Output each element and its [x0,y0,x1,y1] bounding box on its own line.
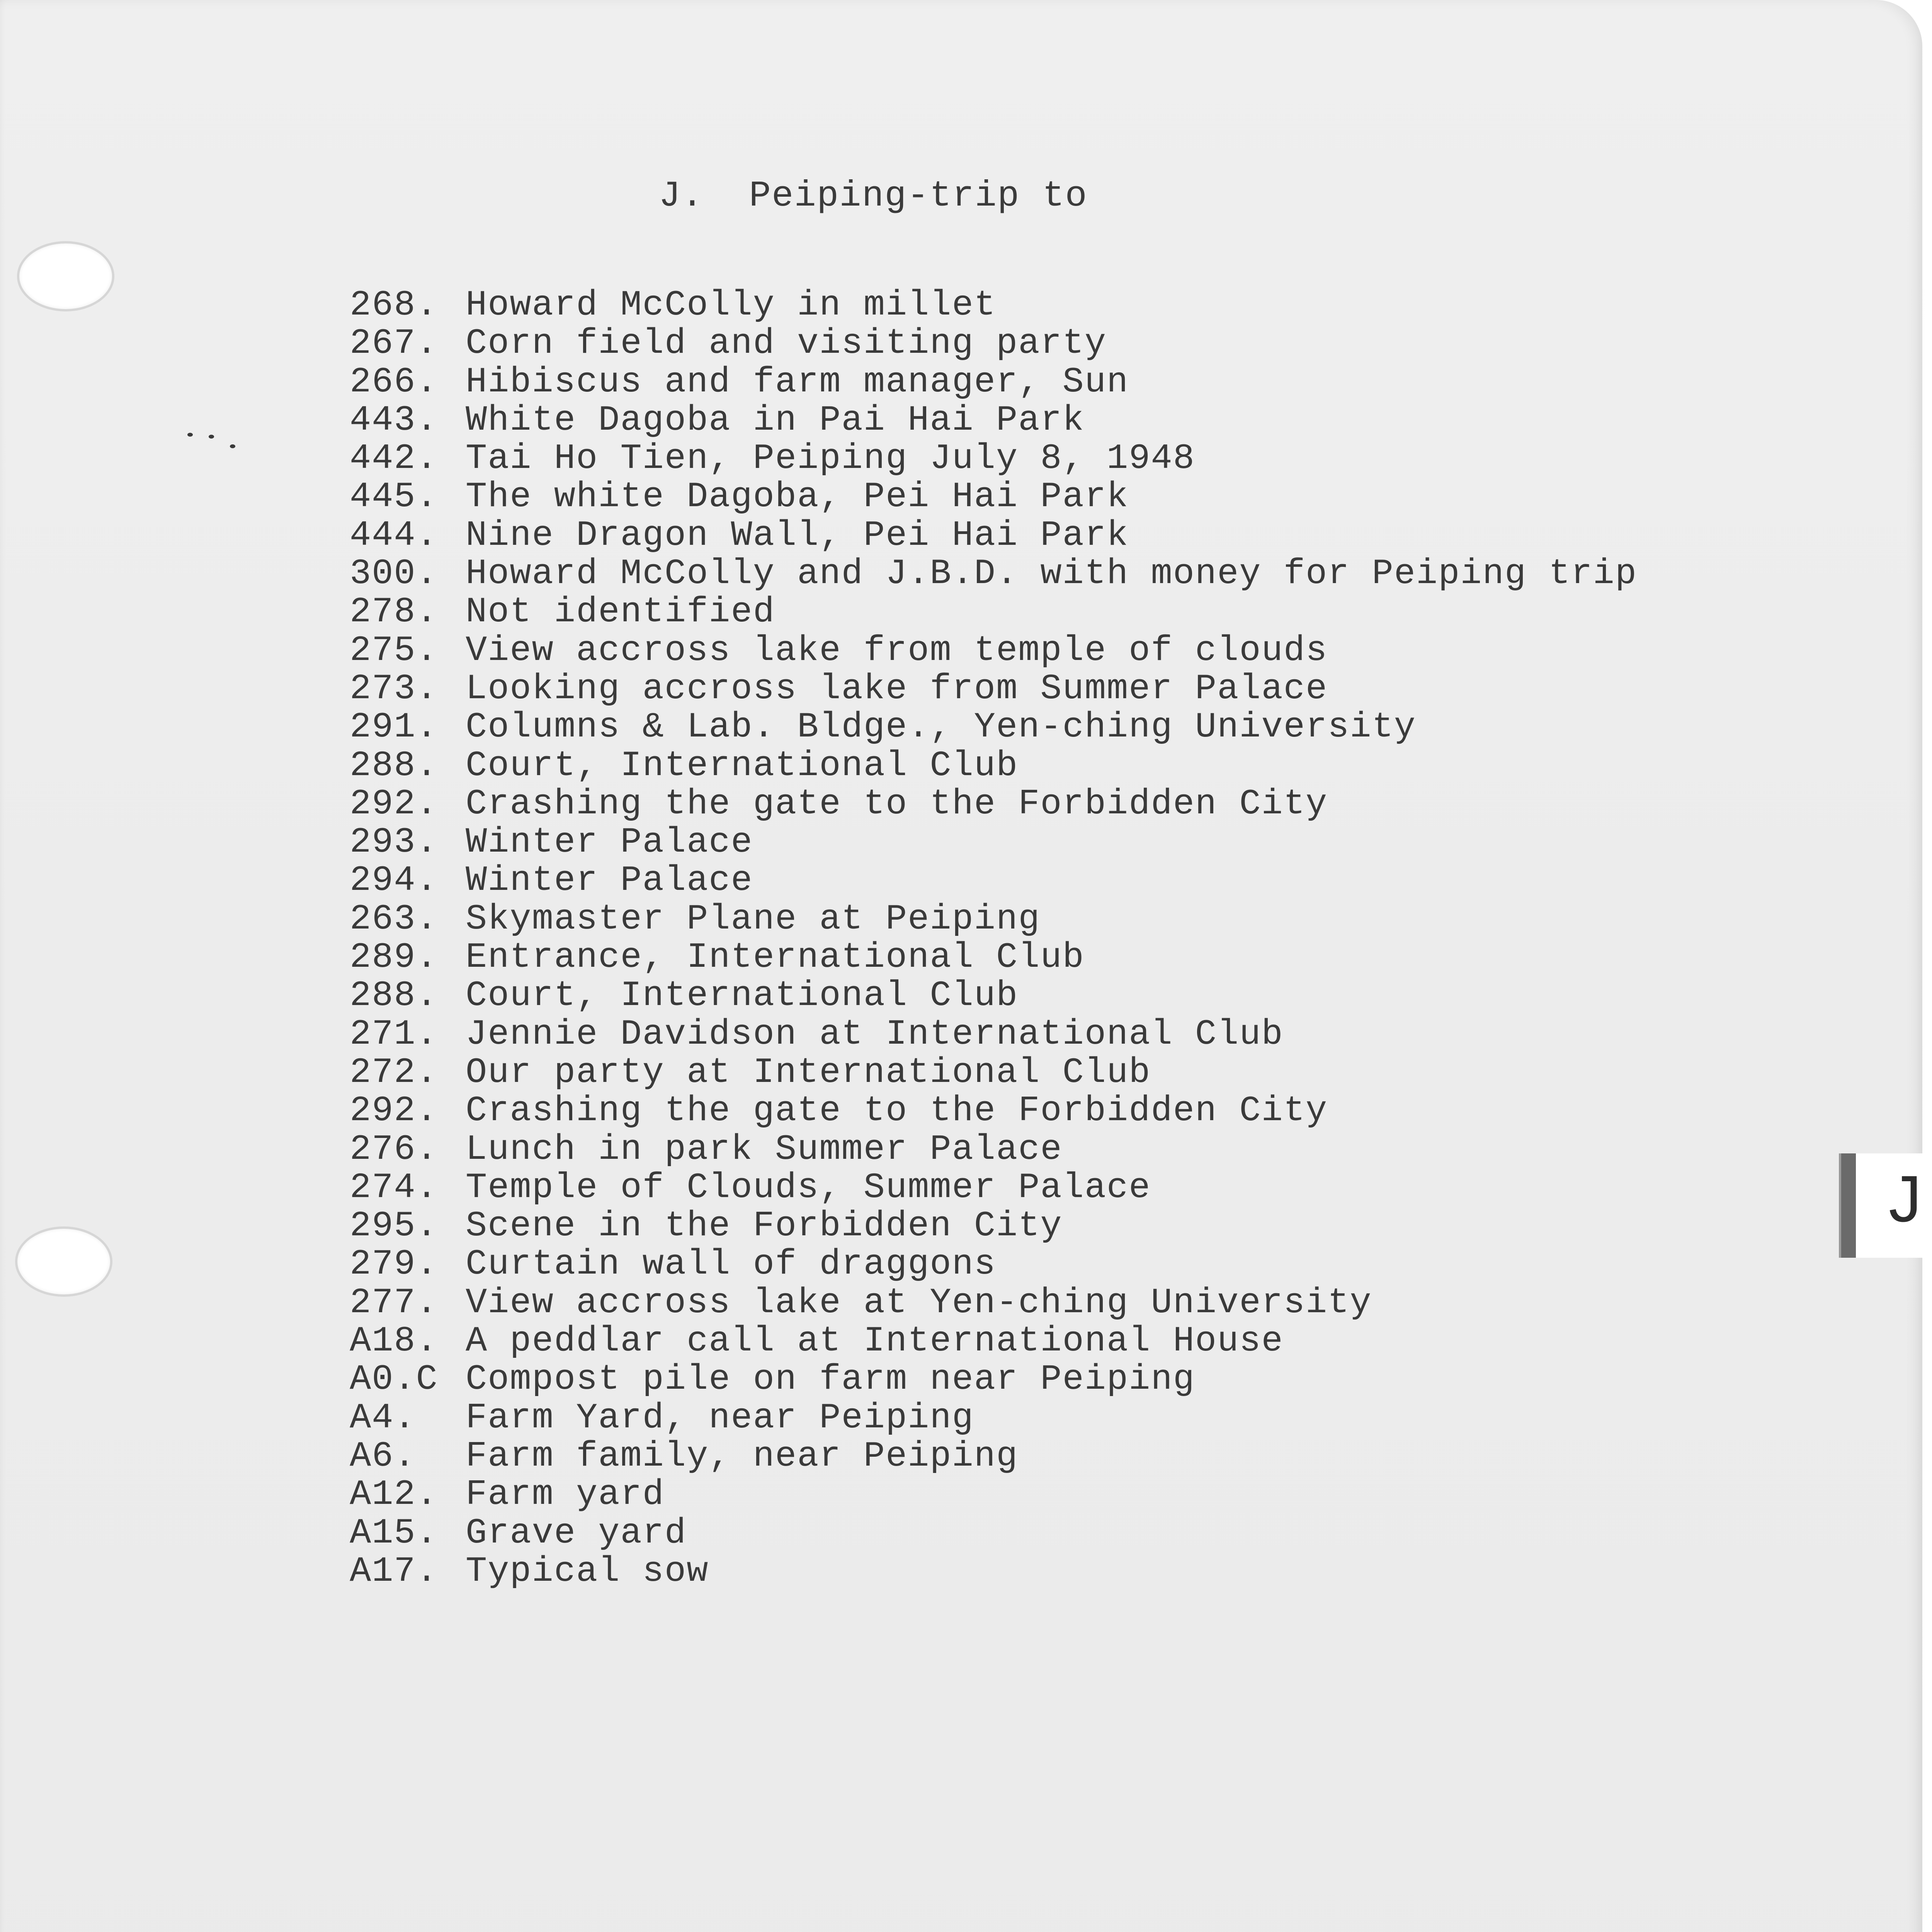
item-caption: Lunch in park Summer Palace [466,1129,1063,1170]
list-item [350,1168,1637,1207]
list-item [350,1245,1637,1283]
item-number: 289. [350,937,438,978]
list-item [350,938,1637,976]
list-item [350,363,1637,401]
ink-speck [230,444,235,448]
item-number: A4. [350,1397,416,1438]
list-item [350,1130,1637,1168]
item-caption: View accross lake at Yen-ching University [466,1282,1372,1323]
list-item [350,324,1637,362]
item-number: A0.C [350,1359,438,1400]
list-item [350,439,1637,478]
list-item [350,286,1637,324]
item-number: A18. [350,1321,438,1362]
item-caption: White Dagoba in Pai Hai Park [466,400,1085,440]
item-caption: Scene in the Forbidden City [466,1206,1063,1247]
item-caption: A peddlar call at International House [466,1321,1284,1362]
item-number: 272. [350,1052,438,1093]
item-caption: Howard McColly and J.B.D. with money for Peiping trip [466,553,1638,594]
item-caption: View accross lake from temple of clouds [466,630,1328,671]
item-number: 268. [350,285,438,325]
list-item [350,976,1637,1015]
list-item [350,1399,1637,1437]
item-number: 271. [350,1014,438,1054]
list-item [350,708,1637,746]
item-number: 444. [350,515,438,556]
item-number: 295. [350,1206,438,1247]
item-number: 292. [350,1090,438,1131]
list-item [350,785,1637,823]
item-caption: Looking accross lake from Summer Palace [466,668,1328,709]
list-item [350,593,1637,631]
item-number: A17. [350,1551,438,1592]
page-title: J. Peiping-trip to [659,176,1088,217]
item-caption: Hibiscus and farm manager, Sun [466,361,1129,402]
item-number: 300. [350,553,438,594]
item-number: 443. [350,400,438,440]
list-item [350,1552,1637,1590]
item-number: 274. [350,1167,438,1208]
item-caption: The white Dagoba, Pei Hai Park [466,476,1129,517]
punch-hole-top [19,243,112,309]
item-caption: Crashing the gate to the Forbidden City [466,1090,1328,1131]
item-number: 277. [350,1282,438,1323]
ink-speck [209,435,214,439]
item-number: 293. [350,822,438,863]
item-caption: Columns & Lab. Bldge., Yen-ching University [466,707,1416,748]
list-item [350,1360,1637,1398]
list-item [350,1475,1637,1514]
item-number: 273. [350,668,438,709]
item-number: 266. [350,361,438,402]
item-caption: Winter Palace [466,860,753,901]
item-number: 288. [350,745,438,786]
list-item [350,1322,1637,1360]
item-caption: Not identified [466,592,775,633]
index-tab [1841,1153,1932,1258]
item-caption: Jennie Davidson at International Club [466,1014,1284,1054]
list-item [350,670,1637,708]
item-caption: Farm family, near Peiping [466,1435,1019,1476]
item-number: 292. [350,783,438,824]
item-caption: Court, International Club [466,975,1019,1016]
item-caption: Skymaster Plane at Peiping [466,898,1041,939]
list-item [350,900,1637,938]
list-item [350,478,1637,516]
item-caption: Farm yard [466,1474,665,1515]
list-item [350,1053,1637,1092]
item-number: 442. [350,438,438,479]
item-caption: Compost pile on farm near Peiping [466,1359,1195,1400]
item-caption: Corn field and visiting party [466,323,1107,364]
list-item [350,823,1637,861]
list-item [350,747,1637,785]
item-caption: Nine Dragon Wall, Pei Hai Park [466,515,1129,556]
list-item [350,516,1637,554]
item-caption: Entrance, International Club [466,937,1085,978]
item-caption: Our party at International Club [466,1052,1151,1093]
item-number: 291. [350,707,438,748]
ink-speck [187,433,193,437]
item-caption: Grave yard [466,1512,687,1553]
list-item [350,861,1637,900]
list-item [350,631,1637,670]
item-caption: Crashing the gate to the Forbidden City [466,783,1328,824]
list-item [350,1514,1637,1552]
list-item [350,1015,1637,1053]
list-item [350,401,1637,439]
item-number: 279. [350,1244,438,1285]
list-item [350,1092,1637,1130]
list-item [350,554,1637,593]
item-caption: Winter Palace [466,822,753,863]
item-number: 267. [350,323,438,364]
item-caption: Typical sow [466,1551,709,1592]
photo-list [350,286,1637,1590]
list-item [350,1207,1637,1245]
item-number: 445. [350,476,438,517]
item-number: 275. [350,630,438,671]
item-caption: Farm Yard, near Peiping [466,1397,974,1438]
item-number: 278. [350,592,438,633]
item-number: 263. [350,898,438,939]
index-tab-letter: J [1889,1162,1922,1236]
item-number: 276. [350,1129,438,1170]
item-caption: Curtain wall of draggons [466,1244,997,1285]
list-item [350,1284,1637,1322]
item-caption: Court, International Club [466,745,1019,786]
item-number: 288. [350,975,438,1016]
item-number: A12. [350,1474,438,1515]
item-number: 294. [350,860,438,901]
item-number: A6. [350,1435,416,1476]
item-number: A15. [350,1512,438,1553]
list-item [350,1437,1637,1475]
punch-hole-middle [17,1229,110,1294]
item-caption: Tai Ho Tien, Peiping July 8, 1948 [466,438,1195,479]
item-caption: Temple of Clouds, Summer Palace [466,1167,1151,1208]
item-caption: Howard McColly in millet [466,285,997,325]
